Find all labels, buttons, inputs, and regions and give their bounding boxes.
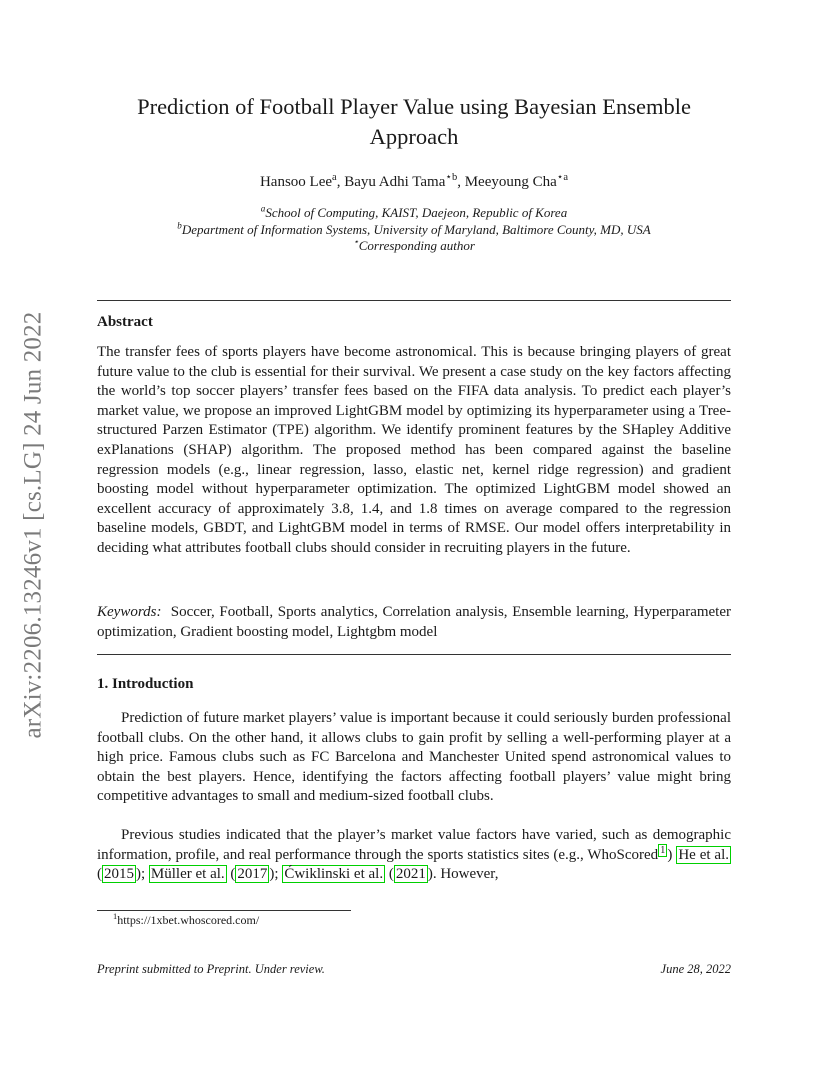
author-marks: ⋆b	[445, 172, 458, 183]
author-separator: ,	[457, 174, 465, 190]
author-separator: ,	[336, 174, 345, 190]
citation-year-link[interactable]: 2017	[237, 866, 268, 883]
citation-author-link[interactable]: He et al.	[678, 846, 729, 863]
citation-author-link[interactable]: Müller et al.	[150, 866, 225, 883]
affiliation-line	[97, 222, 731, 239]
affiliation-mark: b	[177, 220, 182, 231]
footnote	[113, 913, 513, 928]
intro-paragraph-1: Prediction of future market players’ value is important because it could seriously burden professional football clubs. On the other hand, it allows clubs to gain profit by selling a well-performing player at a high price. Famous clubs such as FC Barcelona and Manchester United spend astronomical values to obtain the best players. Hence, identifying the factors affecting football players’ value might bring competitive advantages to small and medium-sized football clubs.	[97, 710, 731, 805]
citation-author-link[interactable]: Ćwiklinski et al.	[284, 866, 384, 883]
affiliation-text: Corresponding author	[358, 238, 475, 253]
affiliations	[97, 205, 731, 255]
intro-paragraph-2: Previous studies indicated that the player’s market value factors have varied, such as demographic information, profile, and real performance through the sports statistics sites (e.g., WhoScored $^1$ ) He et al. ( 2015 ); Müller et al. ( 2017 ); Ćwiklinski et al. ( 2021 ). However,	[97, 827, 731, 883]
footnote-link[interactable]: 1	[660, 844, 666, 856]
footer-submission-note: Preprint submitted to Preprint. Under review.	[97, 962, 325, 976]
arxiv-identifier-text: arXiv:2206.13246v1 [cs.LG] 24 Jun 2022	[19, 311, 46, 739]
keywords	[97, 603, 731, 642]
footer-date: June 28, 2022	[660, 962, 731, 976]
affiliation-line	[97, 238, 731, 255]
abstract-top-rule	[97, 300, 731, 301]
author-name: Meeyoung Cha	[464, 174, 557, 190]
affiliation-line	[97, 205, 731, 222]
citation-year-link[interactable]: 2021	[395, 866, 426, 883]
affiliation-text: Department of Information Systems, University of Maryland, Baltimore County, MD, USA	[181, 221, 651, 237]
keywords-list: Soccer, Football, Sports analytics, Correlation analysis, Ensemble learning, Hyperparameter optimization, Gradient boosting model, Lightgbm model	[97, 604, 731, 640]
footnote-url[interactable]: https://1xbet.whoscored.com/	[117, 913, 260, 927]
author-name: Bayu Adhi Tama	[344, 174, 446, 190]
author-list	[97, 174, 731, 191]
affiliation-text: School of Computing, KAIST, Daejeon, Republic of Korea	[265, 205, 568, 220]
section-heading: 1. Introduction	[97, 676, 194, 692]
paper-title: Prediction of Football Player Value using Bayesian Ensemble Approach	[137, 94, 691, 149]
abstract-heading: Abstract	[97, 314, 153, 330]
footnote-mark: 1	[113, 912, 118, 921]
footnote-rule	[97, 910, 351, 911]
keywords-label: Keywords:	[97, 604, 162, 620]
paragraph-text: However,	[440, 866, 499, 883]
citation-year-link[interactable]: 2015	[104, 866, 134, 883]
abstract-bottom-rule	[97, 654, 731, 655]
author-marks: ⋆a	[556, 172, 569, 183]
affiliation-mark: ⋆	[353, 236, 359, 247]
abstract-body: The transfer fees of sports players have become astronomical. This is because bringing players of great future value to the club is essential for their survival. We present a case study on the key factors affecting the world’s top soccer players’ transfer fees based on the FIFA data analysis. To predict each player’s market value, we propose an improved LightGBM model by optimizing its hyperparameter using a Tree-structured Parzen Estimator (TPE) algorithm. We identify prominent features by the SHapley Additive exPlanations (SHAP) algorithm. The proposed method has been compared against the baseline regression models (e.g., linear regression, lasso, elastic net, kernel ridge regression) and gradient boosting model without hyperparameter optimization. The optimized LightGBM model showed an excellent accuracy of approximately 3.8, 1.4, and 1.8 times on average compared to the regression baseline models, GBDT, and LightGBM model in terms of RMSE. Our model offers interpretability in deciding what attributes football clubs should consider in recruiting players in the future.	[97, 344, 731, 556]
author-name: Hansoo Lee	[259, 174, 333, 190]
page-footer	[97, 962, 731, 977]
author-marks: a	[332, 172, 337, 183]
arxiv-identifier	[10, 290, 56, 760]
affiliation-mark: a	[260, 203, 266, 214]
paragraph-text: Previous studies indicated that the player’s market value factors have varied, such as demographic information, profile, and real performance through the sports statistics sites (e.g., WhoScored	[97, 827, 731, 863]
